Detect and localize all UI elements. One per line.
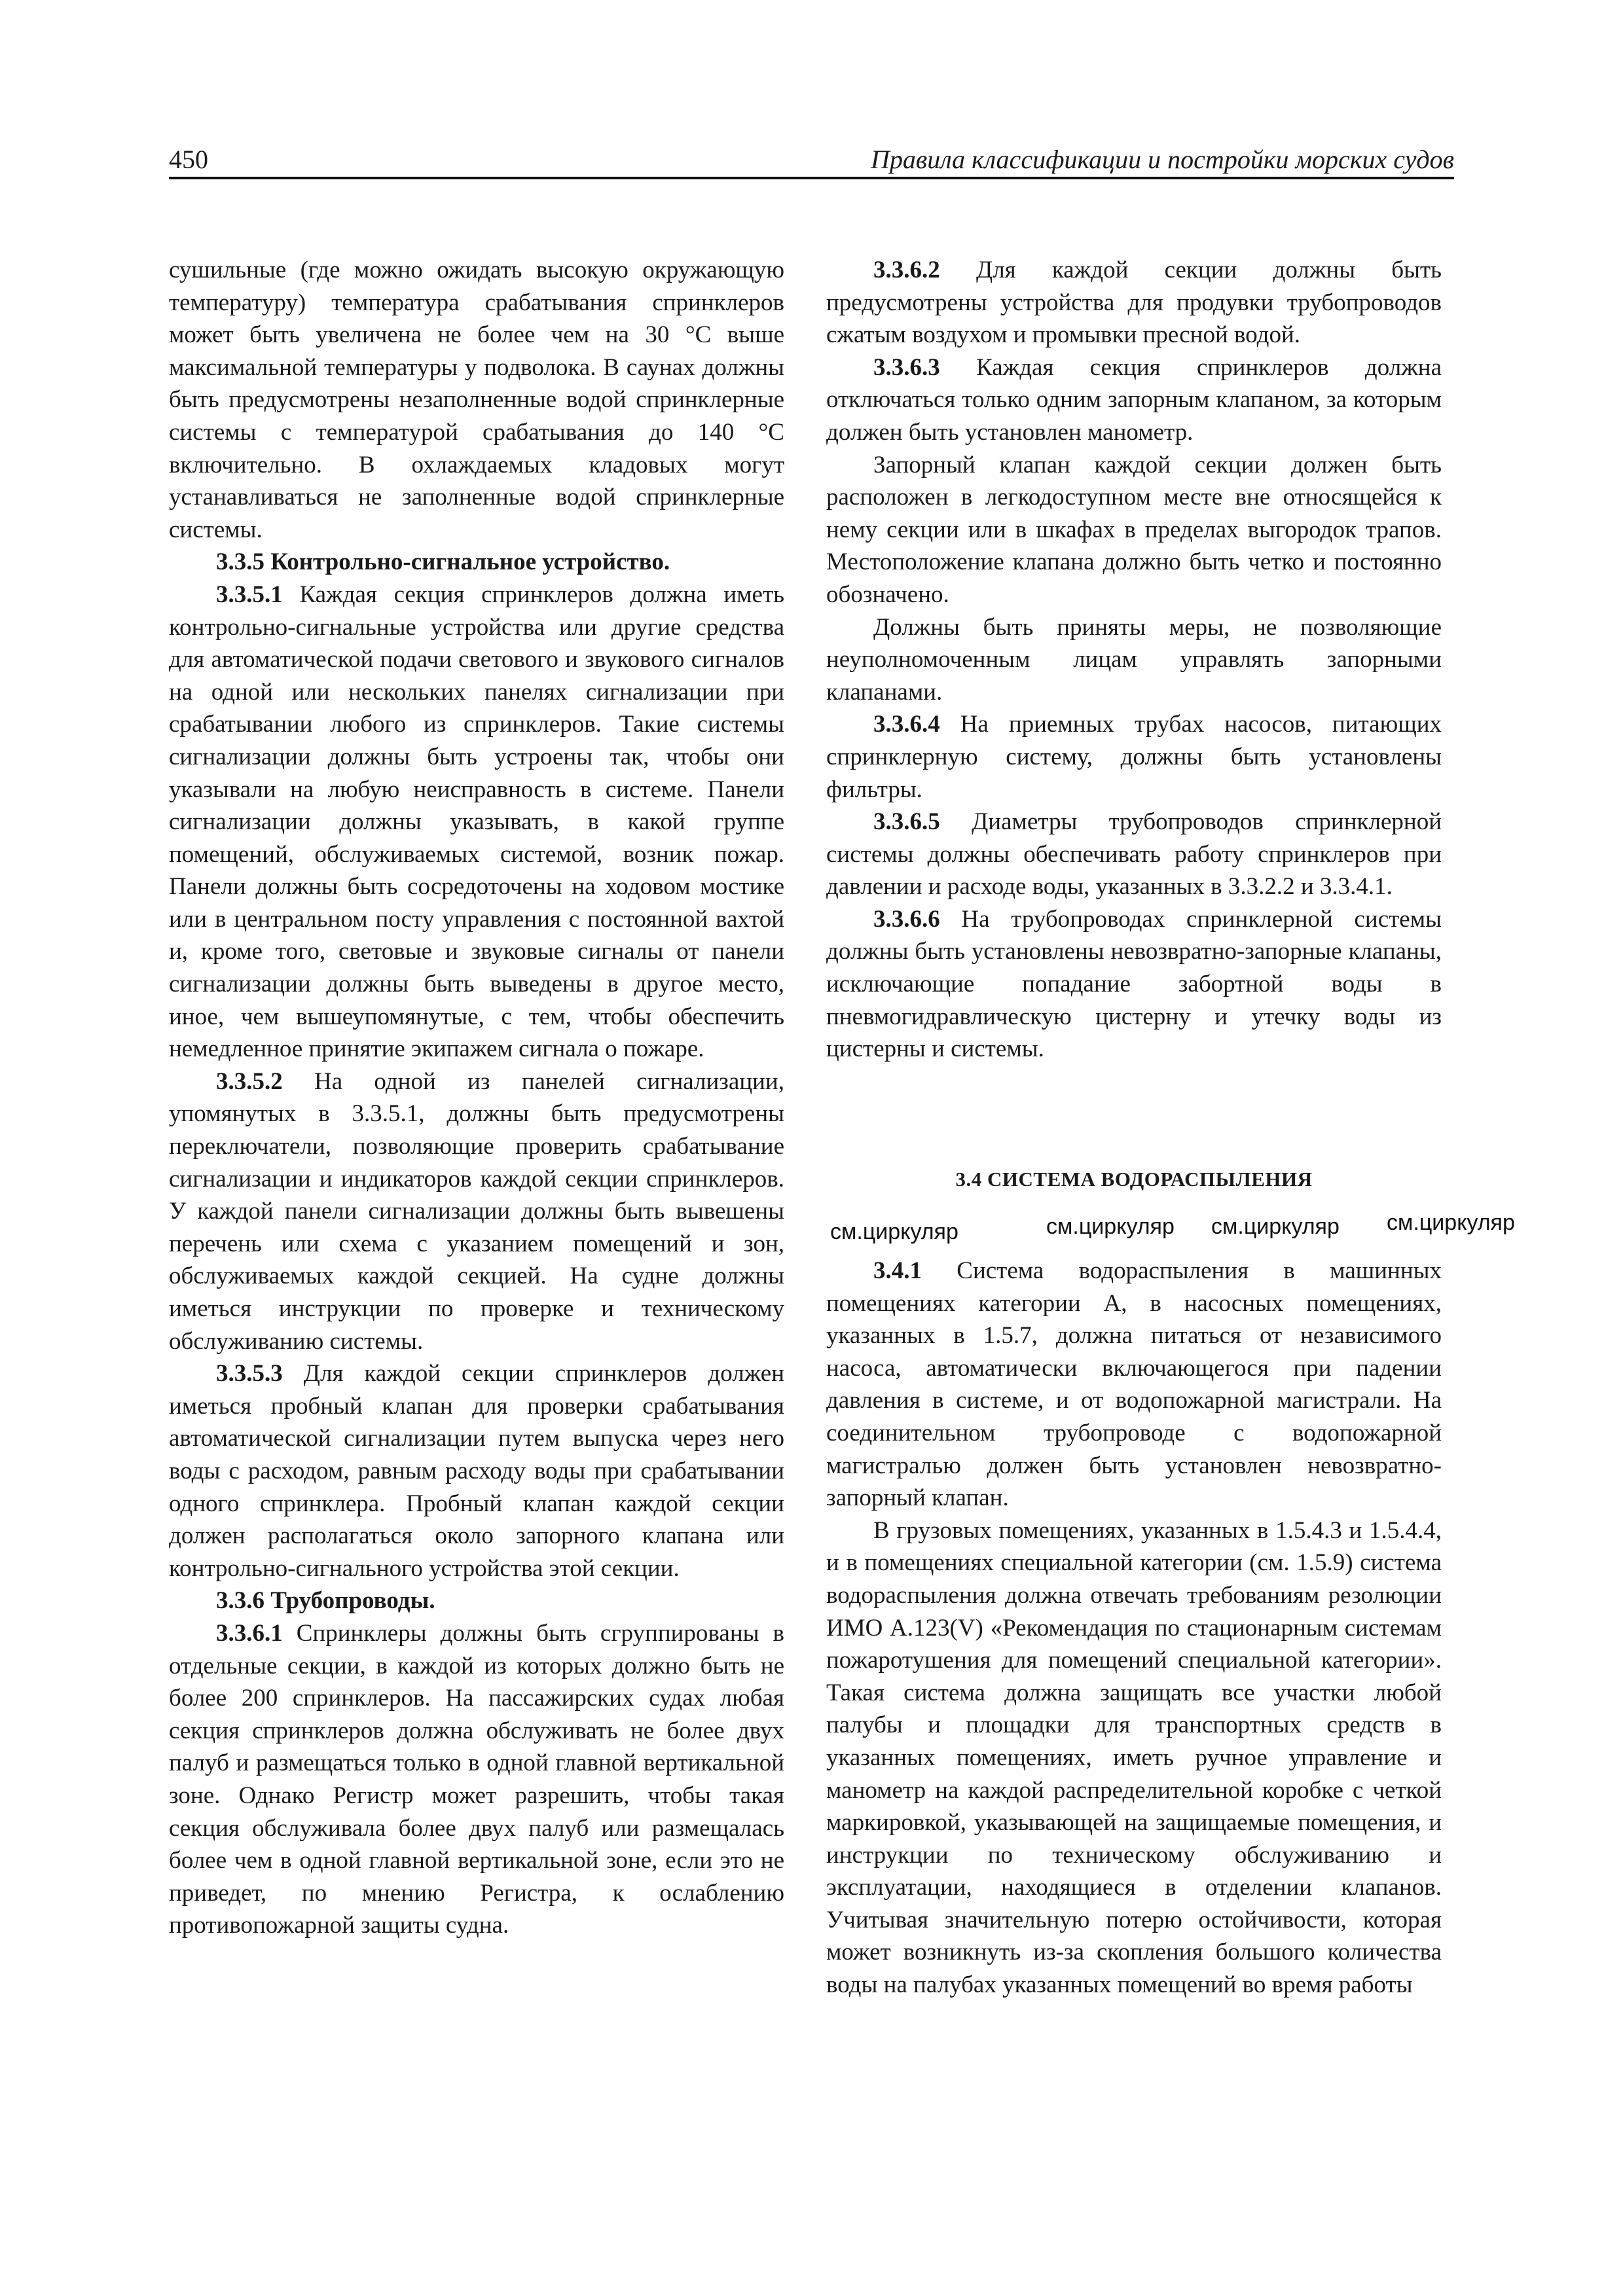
clause-number: 3.3.6.6	[873, 905, 940, 933]
paragraph-3-3-6-2	[826, 254, 1442, 351]
clause-text: Спринклеры должны быть сгруппированы в отдельные секции, в каждой из которых должно быть не более 200 спринклеров. На пассажирских судах любая секция спринклеров должна обслуживать не более двух палуб и размещаться только в одной главной вертикальной зоне. Однако Регистр может разрешить, чтобы такая секция обслуживала более двух палуб или размещалась более чем в одной главной вертикальной зоне, если это не приведет, по мнению Регистра, к ослаблению противопожарной защиты судна.	[169, 1619, 784, 1939]
clause-text: На трубопроводах спринклерной системы должны быть установлены невозвратно-запорные клапаны, исключающие попадание забортной воды в пневмогидравлическую цистерну и утечку воды из цистерны и системы.	[826, 905, 1442, 1063]
circular-link[interactable]: см.циркуляр	[1387, 1210, 1515, 1235]
paragraph-3-3-5-1	[169, 579, 784, 1066]
paragraph-3-3-6-4	[826, 708, 1442, 806]
clause-text: Система водораспыления в машинных помещениях категории А, в насосных помещениях, указанных в 1.5.7, должна питаться от независимого насоса, автоматически включающегося при падении давления в системе, и от водопожарной магистрали. На соединительном трубопроводе с водопожарной магистралью должен быть установлен невозвратно-запорный клапан.	[826, 1257, 1442, 1512]
paragraph-continued: сушильные (где можно ожидать высокую окружающую температуру) температура срабатывания спринклеров может быть увеличена не более чем на 30 °С выше максимальной температуры у подволока. В саунах должны быть предусмотрены незаполненные водой спринклерные системы с температурой срабатывания до 140 °С включительно. В охлаждаемых кладовых могут устанавливаться не заполненные водой спринклерные системы.	[169, 257, 784, 543]
section-title-3-4: 3.4 СИСТЕМА ВОДОРАСПЫЛЕНИЯ	[955, 1168, 1313, 1191]
clause-text: Диаметры трубопроводов спринклерной системы должны обеспечивать работу спринклеров при давлении и расходе воды, указанных в 3.3.2.2 и 3.3.4.1.	[826, 808, 1442, 901]
paragraph-3-3-6-3-b: Запорный клапан каждой секции должен быть расположен в легкодоступном месте вне относящейся к нему секции или в шкафах в пределах выгородок трапов. Местоположение клапана должно быть четко и постоянно обозначено.	[826, 451, 1442, 608]
running-title: Правила классификации и постройки морских судов	[870, 145, 1454, 174]
clause-text: На приемных трубах насосов, питающих спринклерную систему, должны быть установлены фильтры.	[826, 711, 1442, 803]
paragraph-3-4-1-b: В грузовых помещениях, указанных в 1.5.4.3 и 1.5.4.4, и в помещениях специальной категории (см. 1.5.9) система водораспыления должна отвечать требованиям резолюции ИМО А.123(V) «Рекомендация по стационарным системам пожаротушения для помещений специальной категории». Такая система должна защищать все участки любой палубы и площадки для транспортных средств в указанных помещениях, иметь ручное управление и манометр на каждой распределительной коробке с четкой маркировкой, указывающей на защищаемые помещения, и инструкции по техническому обслуживанию и эксплуатации, находящиеся в отделении клапанов. Учитывая значительную потерю остойчивости, которая может возникнуть из-за скопления большого количества воды на палубах указанных помещений во время работы	[826, 1516, 1442, 1999]
paragraph-3-4-1	[826, 1255, 1442, 1515]
circular-link[interactable]: см.циркуляр	[1211, 1214, 1340, 1239]
right-column-top	[826, 254, 1442, 1066]
paragraph-3-3-6-6	[826, 903, 1442, 1066]
paragraph-3-3-6-5	[826, 806, 1442, 903]
page-number: 450	[169, 145, 208, 174]
right-column-bottom	[826, 1255, 1442, 2001]
clause-text: Каждая секция спринклеров должна отключаться только одним запорным клапаном, за которым должен быть установлен манометр.	[826, 353, 1442, 446]
clause-text: Для каждой секции должны быть предусмотрены устройства для продувки трубопроводов сжатым воздухом и промывки пресной водой.	[826, 257, 1442, 349]
heading-3-3-6: 3.3.6 Трубопроводы.	[216, 1587, 435, 1615]
circular-link[interactable]: см.циркуляр	[830, 1219, 958, 1244]
clause-number: 3.3.5.1	[216, 581, 283, 608]
heading-3-3-5: 3.3.5 Контрольно-сигнальное устройство.	[216, 548, 670, 576]
clause-number: 3.3.6.2	[873, 257, 940, 283]
clause-number: 3.3.6.1	[216, 1619, 283, 1647]
clause-number: 3.3.6.5	[873, 808, 940, 836]
clause-number: 3.3.5.3	[216, 1360, 283, 1388]
clause-text: Каждая секция спринклеров должна иметь контрольно-сигнальные устройства или другие средства для автоматической подачи светового и звукового сигналов на одной или нескольких панелях сигнализации при срабатывании любого из спринклеров. Такие системы сигнализации должны быть устроены так, чтобы они указывали на любую неисправность в системе. Панели сигнализации должны указывать, в какой группе помещений, обслуживаемых системой, возник пожар. Панели должны быть сосредоточены на ходовом мостике или в центральном посту управления с постоянной вахтой и, кроме того, световые и звуковые сигналы от панели сигнализации должны быть выведены в другое место, иное, чем вышеупомянутые, с тем, чтобы обеспечить немедленное принятие экипажем сигнала о пожаре.	[169, 581, 784, 1063]
clause-number: 3.3.5.2	[216, 1067, 283, 1095]
paragraph-3-3-5-2	[169, 1066, 784, 1357]
paragraph-3-3-6-3-c: Должны быть приняты меры, не позволяющие неуполномоченным лицам управлять запорными клапанами.	[826, 613, 1442, 706]
paragraph-3-3-5-3	[169, 1357, 784, 1585]
header-rule	[169, 177, 1454, 179]
clause-text: Для каждой секции спринклеров должен иметься пробный клапан для проверки срабатывания автоматической сигнализации путем выпуска через него воды с расходом, равным расходу воды при срабатывании одного спринклера. Пробный клапан каждой секции должен располагаться около запорного клапана или контрольно-сигнального устройства этой секции.	[169, 1360, 784, 1582]
circular-link[interactable]: см.циркуляр	[1046, 1214, 1175, 1239]
left-column	[169, 254, 784, 1942]
clause-number: 3.3.6.4	[873, 711, 940, 738]
clause-number: 3.4.1	[873, 1257, 922, 1284]
clause-number: 3.3.6.3	[873, 353, 940, 381]
paragraph-3-3-6-3	[826, 351, 1442, 449]
clause-text: На одной из панелей сигнализации, упомянутых в 3.3.5.1, должны быть предусмотрены переключатели, позволяющие проверить срабатывание сигнализации и индикаторов каждой секции спринклеров. У каждой панели сигнализации должны быть вывешены перечень или схема с указанием помещений и зон, обслуживаемых каждой секцией. На судне должны иметься инструкции по проверке и техническому обслуживанию системы.	[169, 1067, 784, 1355]
paragraph-3-3-6-1	[169, 1617, 784, 1942]
